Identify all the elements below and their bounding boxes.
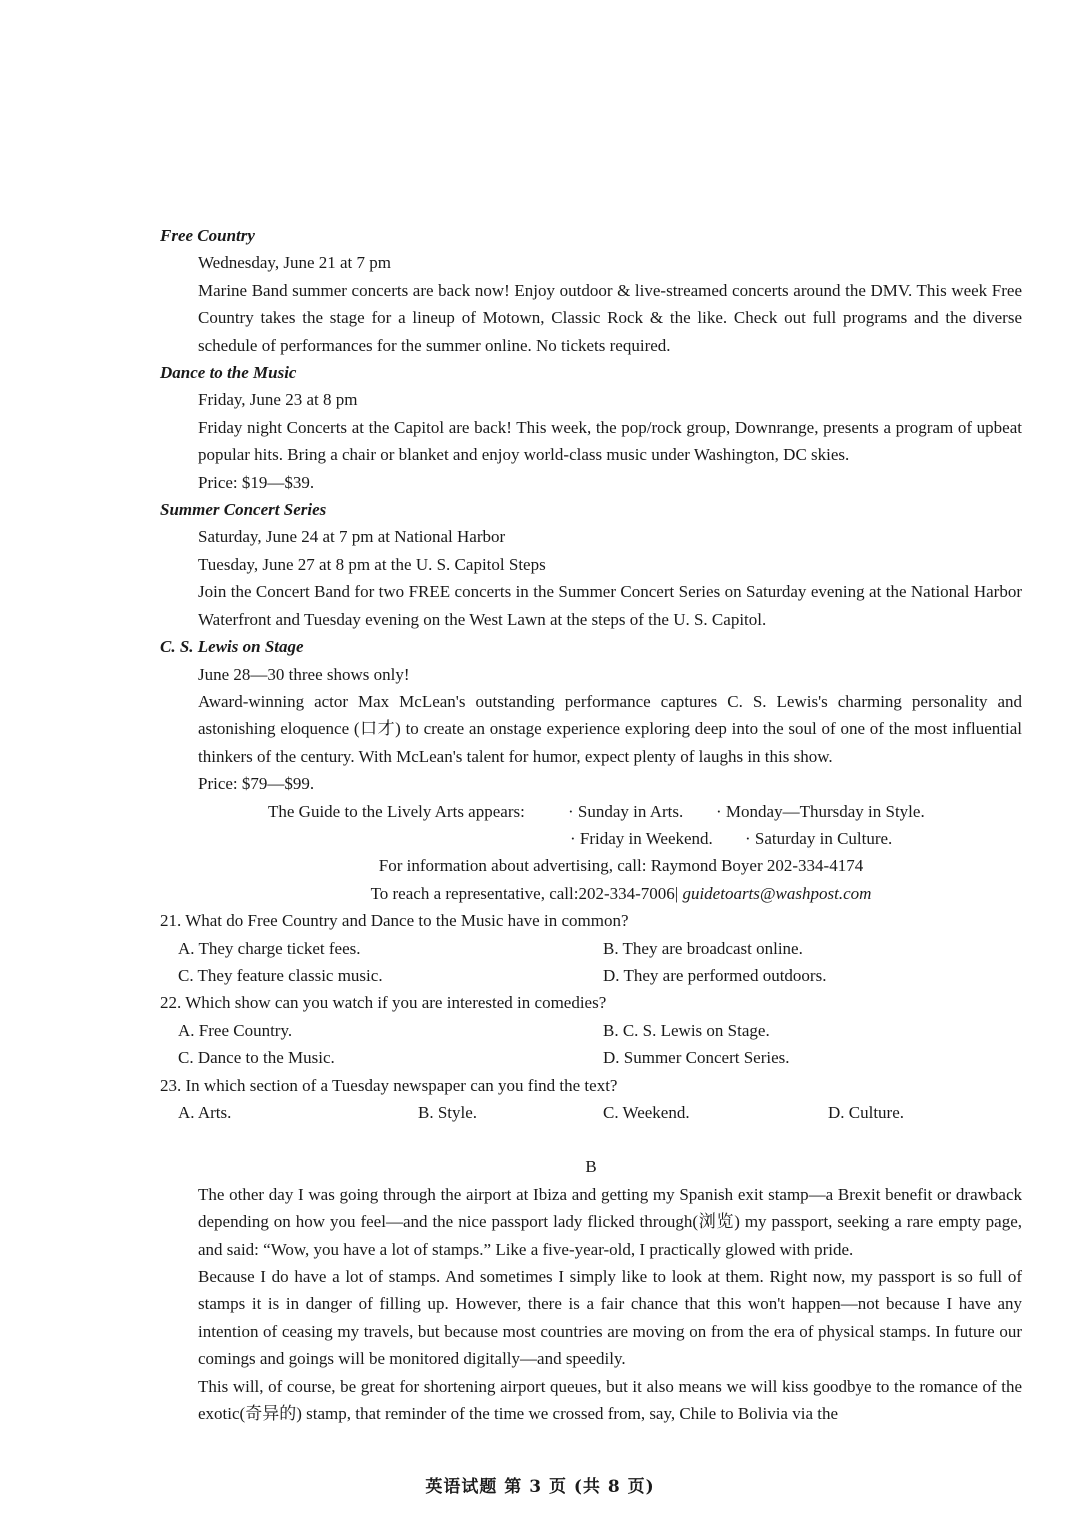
option-a: A. They charge ticket fees. <box>178 938 361 958</box>
passage-paragraph: Because I do have a lot of stamps. And sometimes I simply like to look at them. Right now, my passport is so full of stamps it is in danger of filling up. However, there is a fair chance that this won't happen—not because I have any intention of ceasing my travels, but because most countries are moving on from the era of physical stamps. In future our comings and goings will be monitored digitally—and speedily. <box>198 1266 1022 1369</box>
option-a: A. Arts. <box>178 1102 232 1122</box>
guide-schedule <box>160 798 1022 853</box>
option-row <box>160 1017 1022 1044</box>
question-stem: 22. Which show can you watch if you are interested in comedies? <box>160 993 607 1013</box>
option-row <box>160 935 1022 962</box>
passage-paragraph: The other day I was going through the airport at Ibiza and getting my Spanish exit stamp—a Brexit benefit or drawback depending on how you feel—and the nice passport lady flicked through(浏览) my passport, seeking a rare empty page, and said: “Wow, you have a lot of stamps.” Like a five-year-old, I practically glowed with pride. <box>198 1184 1022 1259</box>
event-description: Award-winning actor Max McLean's outstanding performance captures C. S. Lewis's charming personality and astonishing eloquence (口才) to create an onstage experience exploring deep into the soul of one of the most influential thinkers of the century. With McLean's talent for humor, expect plenty of laughs in this show. <box>198 691 1022 766</box>
event-description: Marine Band summer concerts are back now! Enjoy outdoor & live-streamed concerts around the DMV. This week Free Country takes the stage for a lineup of Motown, Classic Rock & the like. Check out full programs and the diverse schedule of performances for the summer online. No tickets required. <box>198 280 1022 355</box>
section-title-free-country: Free Country <box>160 226 255 245</box>
guide-item: · Saturday in Culture. <box>745 828 893 848</box>
section-title-cs-lewis: C. S. Lewis on Stage <box>160 637 304 657</box>
guide-lead: The Guide to the Lively Arts appears: <box>268 801 525 821</box>
question-stem: 21. What do Free Country and Dance to the Music have in common? <box>160 911 629 931</box>
event-price: Price: $79—$99. <box>198 774 315 794</box>
event-date: Wednesday, June 21 at 7 pm <box>198 253 391 273</box>
event-date: Saturday, June 24 at 7 pm at National Harbor <box>198 527 506 547</box>
event-description: Join the Concert Band for two FREE concerts in the Summer Concert Series on Saturday evening at the National Harbor Waterfront and Tuesday evening on the West Lawn at the steps of the U. S. Capitol. <box>198 582 1022 629</box>
option-row <box>160 962 1022 989</box>
option-b: B. They are broadcast online. <box>603 938 803 958</box>
representative-info <box>160 880 1022 907</box>
event-date: Tuesday, June 27 at 8 pm at the U. S. Capitol Steps <box>198 554 546 574</box>
option-c: C. They feature classic music. <box>178 965 383 985</box>
option-b: B. Style. <box>418 1102 478 1122</box>
guide-item: · Sunday in Arts. <box>568 801 684 821</box>
option-b: B. C. S. Lewis on Stage. <box>603 1020 770 1040</box>
page-content <box>160 222 1022 1427</box>
event-description: Friday night Concerts at the Capitol are back! This week, the pop/rock group, Downrange, presents a program of upbeat popular hits. Bring a chair or blanket and enjoy world-class music under Washington, DC skies. <box>198 417 1022 465</box>
option-row <box>160 1099 1022 1126</box>
option-d: D. They are performed outdoors. <box>603 965 827 985</box>
event-date: Friday, June 23 at 8 pm <box>198 390 358 410</box>
guide-item: · Monday—Thursday in Style. <box>716 801 925 821</box>
section-title-dance-to-the-music: Dance to the Music <box>160 363 297 383</box>
option-c: C. Weekend. <box>603 1102 690 1122</box>
event-date: June 28—30 three shows only! <box>198 664 410 684</box>
event-price: Price: $19—$39. <box>198 472 315 492</box>
passage-b-heading: B <box>585 1157 597 1177</box>
option-a: A. Free Country. <box>178 1020 293 1040</box>
guide-item: · Friday in Weekend. <box>570 828 713 848</box>
section-title-summer-concert-series: Summer Concert Series <box>160 500 327 520</box>
representative-email: guidetoarts@washpost.com <box>682 883 872 903</box>
representative-phone: To reach a representative, call:202-334-7006| <box>370 883 679 903</box>
option-row <box>160 1044 1022 1071</box>
page-footer: 英语试题 第 3 页 (共 8 页) <box>425 1477 655 1497</box>
passage-paragraph: This will, of course, be great for shortening airport queues, but it also means we will kiss goodbye to the romance of the exotic(奇异的) stamp, that reminder of the time we crossed from, say, Chile to Bolivia via the <box>198 1376 1022 1423</box>
advertising-info: For information about advertising, call: Raymond Boyer 202-334-4174 <box>378 856 864 876</box>
option-d: D. Culture. <box>828 1102 905 1122</box>
question-stem: 23. In which section of a Tuesday newspaper can you find the text? <box>160 1075 618 1095</box>
option-c: C. Dance to the Music. <box>178 1048 335 1068</box>
option-d: D. Summer Concert Series. <box>603 1048 790 1068</box>
